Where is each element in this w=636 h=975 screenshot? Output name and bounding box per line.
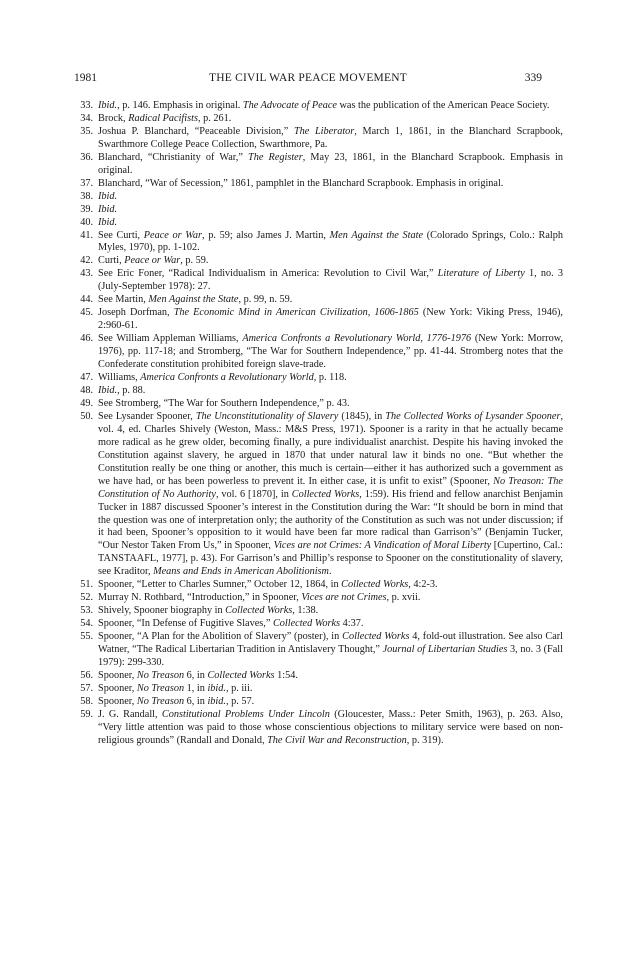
footnote-text: [Cupertino, Cal.: TANSTAAFL, 1977], p. 43). For Garrison’s and Phillip’s response to Spooner on the constitutionality of slavery, see Kraditor,	[98, 540, 563, 578]
footnote-text: , p. 99, n. 59.	[238, 294, 293, 306]
header-title: THE CIVIL WAR PEACE MOVEMENT	[209, 72, 407, 84]
footnote-number: 35.	[80, 125, 93, 137]
footnote-text: , p. 146. Emphasis in original.	[117, 100, 243, 111]
footnote-text: , vol. 4, ed. Charles Shively (Weston, Mass.: M&S Press, 1971). Spooner is a rarity in that he actually became more radical as he grew older, becoming finally, a pure individualist anarchist. Despite his having invoked the Constitution against slavery, he argued in 1870 that under natural law it binds no one. “But whether the Constitution really be one thing or another, this much is certain—either it has authorized such a government as we have had, or has been powerless to prevent it. In either case, it is unfit to exist” (Spooner,	[98, 410, 564, 487]
footnote-text: See Martin,	[98, 294, 149, 306]
footnote-text: 3, no. 3 (Fall 1979): 299-330.	[98, 644, 564, 668]
footnote-number: 37.	[80, 177, 93, 189]
footnote-text: Curti,	[98, 255, 125, 267]
footnote-text: , p. 319).	[406, 734, 444, 746]
footnote-number: 55.	[80, 631, 93, 643]
footnote	[74, 670, 563, 683]
footnote-text: , March 1, 1861, in the Blanchard Scrapbook, Swarthmore College Peace Collection, Swarthmore, Pa.	[98, 125, 563, 150]
footnote-number: 57.	[80, 682, 93, 694]
footnote	[74, 709, 563, 748]
footnote-italic-text: America Confronts a Revolutionary World, 1776-1976	[242, 333, 472, 345]
footnote-italic-text: Men Against the State	[329, 229, 424, 241]
footnote-number: 34.	[80, 112, 93, 124]
running-header	[74, 72, 542, 88]
footnote	[74, 605, 563, 618]
footnote-italic-text: Peace or War	[124, 255, 181, 267]
footnote	[74, 204, 563, 217]
footnote-italic-text: Ibid.	[98, 384, 118, 396]
footnote-number: 40.	[80, 216, 93, 228]
footnote-text: Shively, Spooner biography in	[98, 605, 226, 617]
footnote-number: 38.	[80, 190, 93, 202]
footnote-italic-text: Constitutional Problems Under Lincoln	[161, 708, 330, 720]
footnote-text: 1, in	[184, 682, 208, 694]
footnote-text: (Colorado Springs, Colo.: Ralph Myles, 1970), pp. 1-102.	[98, 229, 563, 254]
footnote-italic-text: Collected Works	[342, 631, 410, 643]
footnote-number: 58.	[80, 695, 93, 707]
footnote-italic-text: ibid.	[207, 682, 226, 694]
footnote-italic-text: America Confronts a Revolutionary World	[140, 372, 314, 384]
footnote-text: See William Appleman Williams,	[98, 333, 243, 345]
footnote-italic-text: Collected Works	[272, 618, 341, 630]
footnote-text: See Curti,	[98, 229, 144, 241]
footnote-number: 56.	[80, 669, 93, 681]
footnote	[74, 152, 563, 178]
footnote-italic-text: Collected Works	[207, 669, 275, 681]
footnote	[74, 631, 563, 670]
footnote	[74, 592, 563, 605]
footnote-italic-text: The Unconstitutionality of Slavery	[195, 410, 339, 422]
footnote-italic-text: The Liberator	[293, 125, 355, 137]
footnote-italic-text: Journal of Libertarian Studies	[382, 644, 508, 656]
footnote	[74, 100, 563, 113]
footnote-number: 41.	[80, 229, 93, 241]
footnote	[74, 126, 563, 152]
footnote-italic-text: Vices are not Crimes: A Vindication of Moral Liberty	[273, 540, 492, 552]
footnote-number: 59.	[80, 708, 93, 720]
footnote	[74, 398, 563, 411]
footnote-italic-text: The Economic Mind in American Civilization, 1606-1865	[173, 307, 419, 319]
footnote-italic-text: ibid.	[207, 695, 226, 707]
footnote-number: 33.	[80, 100, 93, 111]
footnote-text: Blanchard, “Christianity of War,”	[98, 151, 249, 163]
footnote-text: , p. 59.	[180, 255, 209, 267]
footnote-text: (1845), in	[338, 410, 386, 422]
footnote-number: 51.	[80, 579, 93, 591]
footnote	[74, 178, 563, 191]
footnote-text: , p. 118.	[313, 372, 347, 384]
footnote-text: J. G. Randall,	[98, 708, 162, 720]
footnote	[74, 696, 563, 709]
footnote-text: 4:37.	[340, 618, 364, 630]
footnote-italic-text: Ibid.	[98, 190, 118, 202]
footnote-text: Spooner,	[98, 682, 137, 694]
footnote-italic-text: Vices are not Crimes	[301, 592, 387, 604]
footnote-text: (Gloucester, Mass.: Peter Smith, 1963), p. 263. Also, “Very little attention was paid to those whose conscientious objections to military service were based on non-religious grounds” (Randall and Donald,	[98, 708, 563, 746]
footnote-number: 44.	[80, 294, 93, 306]
footnote-text: 4, fold-out illustration. See also Carl Watner, “The Radical Libertarian Tradition in Antislavery Thought,”	[98, 631, 564, 656]
footnote	[74, 307, 563, 333]
footnote-number: 48.	[80, 384, 93, 396]
footnote-italic-text: No Treason	[136, 695, 185, 707]
footnote	[74, 230, 563, 256]
footnote-text: 1, no. 3 (July-September 1978): 27.	[98, 268, 564, 293]
footnote-italic-text: Ibid.	[98, 216, 118, 228]
footnote-italic-text: The Register	[248, 151, 303, 163]
footnote-italic-text: Collected Works	[341, 579, 409, 591]
footnote-text: , p. xvii.	[386, 592, 421, 604]
footnote-number: 47.	[80, 372, 93, 384]
footnote-text: .	[328, 566, 332, 578]
footnote-text: , p. iii.	[225, 682, 253, 694]
header-page-number: 339	[524, 72, 542, 84]
footnote-italic-text: Literature of Liberty	[437, 268, 525, 280]
footnote-text: Spooner, “In Defense of Fugitive Slaves,”	[98, 618, 273, 630]
footnote-text: Williams,	[98, 372, 141, 384]
footnote-number: 43.	[80, 268, 93, 280]
footnote	[74, 618, 563, 631]
footnote-number: 46.	[80, 333, 93, 345]
footnote-text: , p. 88.	[117, 384, 146, 396]
header-year: 1981	[74, 72, 97, 84]
footnote-number: 39.	[80, 203, 93, 215]
footnote-text: , p. 261.	[197, 112, 232, 124]
footnote-number: 50.	[80, 410, 93, 422]
footnote-text: was the publication of the American Peace Society.	[336, 100, 550, 111]
footnote-number: 45.	[80, 307, 93, 319]
footnote	[74, 217, 563, 230]
footnote-text: , 1:59). His friend and fellow anarchist Benjamin Tucker in 1887 discussed Spooner’s interest in the Constitution during the War: “It should be born in mind that the question was one of interpretation only; the authority of the Constitution as such was not under discussion; if it had been, Spooner’s opposition to it would have been far more radical than Garrison’s” (Benjamin Tucker, “Our Nestor Taken From Us,” in Spooner,	[98, 488, 563, 552]
footnote-text: See Eric Foner, “Radical Individualism in America: Revolution to Civil War,”	[98, 268, 438, 280]
footnote-text: Blanchard, “War of Secession,” 1861, pamphlet in the Blanchard Scrapbook. Emphasis in original.	[98, 177, 504, 189]
footnote-text: See Lysander Spooner,	[98, 410, 196, 422]
footnote-text: , p. 59; also James J. Martin,	[202, 229, 330, 241]
footnote	[74, 294, 563, 307]
footnote	[74, 113, 563, 126]
footnote-italic-text: No Treason: The Constitution of No Authority	[98, 475, 563, 500]
footnote	[74, 255, 563, 268]
footnote	[74, 411, 563, 579]
footnote-number: 52.	[80, 592, 93, 604]
footnote-text: 6, in	[184, 669, 208, 681]
footnote	[74, 385, 563, 398]
footnote-text: , vol. 6 [1870], in	[215, 488, 292, 500]
footnote-italic-text: Collected Works	[291, 488, 360, 500]
footnote-text: Spooner,	[98, 695, 137, 707]
footnote-number: 49.	[80, 397, 93, 409]
footnote	[74, 579, 563, 592]
footnote	[74, 372, 563, 385]
footnote-text: (New York: Viking Press, 1946), 2:960-61.	[98, 307, 563, 332]
footnote-number: 36.	[80, 151, 93, 163]
footnote-italic-text: Ibid.	[98, 100, 118, 111]
footnote-italic-text: The Civil War and Reconstruction	[267, 734, 407, 746]
footnote-text: , May 23, 1861, in the Blanchard Scrapbook. Emphasis in original.	[98, 151, 563, 176]
footnote-text: Brock,	[98, 112, 129, 124]
footnote-italic-text: Radical Pacifists	[128, 112, 198, 124]
footnote-text: See Stromberg, “The War for Southern Independence,” p. 43.	[98, 397, 350, 409]
footnote-text: , 1:38.	[292, 605, 319, 617]
footnote-text: 1:54.	[274, 669, 298, 681]
footnote-number: 42.	[80, 255, 93, 267]
footnote	[74, 191, 563, 204]
footnotes-list	[74, 100, 563, 748]
footnote-number: 54.	[80, 618, 93, 630]
footnote-text: , p. 57.	[225, 695, 255, 707]
footnote-text: Spooner, “A Plan for the Abolition of Slavery” (poster), in	[98, 631, 343, 643]
footnote-text: Spooner, “Letter to Charles Sumner,” October 12, 1864, in	[98, 579, 342, 591]
footnote-number: 53.	[80, 605, 93, 617]
footnote-text: Joshua P. Blanchard, “Peaceable Division,”	[98, 125, 294, 137]
footnote-italic-text: The Collected Works of Lysander Spooner	[385, 410, 561, 422]
footnote-text: Murray N. Rothbard, “Introduction,” in Spooner,	[98, 592, 302, 604]
footnote-text: Spooner,	[98, 669, 137, 681]
footnote-italic-text: Ibid.	[98, 203, 118, 215]
footnote-text: Joseph Dorfman,	[98, 307, 174, 319]
footnote-text: , 4:2-3.	[408, 579, 438, 591]
footnote-italic-text: No Treason	[136, 669, 185, 681]
footnote-italic-text: Collected Works	[225, 605, 293, 617]
footnote-italic-text: Peace or War	[143, 229, 202, 241]
footnote-text: 6, in	[184, 695, 208, 707]
footnote-italic-text: No Treason	[136, 682, 185, 694]
footnote-italic-text: Men Against the State	[148, 294, 239, 306]
footnote	[74, 333, 563, 372]
footnote-italic-text: Means and Ends in American Abolitionism	[153, 566, 329, 578]
footnote	[74, 268, 563, 294]
footnote	[74, 683, 563, 696]
footnote-text: (New York: Morrow, 1976), pp. 117-18; and Stromberg, “The War for Southern Independence,” pp. 41-44. Stromberg notes that the Confederate constitution prohibited foreign slave-trade.	[98, 333, 564, 371]
footnote-italic-text: The Advocate of Peace	[242, 100, 337, 111]
